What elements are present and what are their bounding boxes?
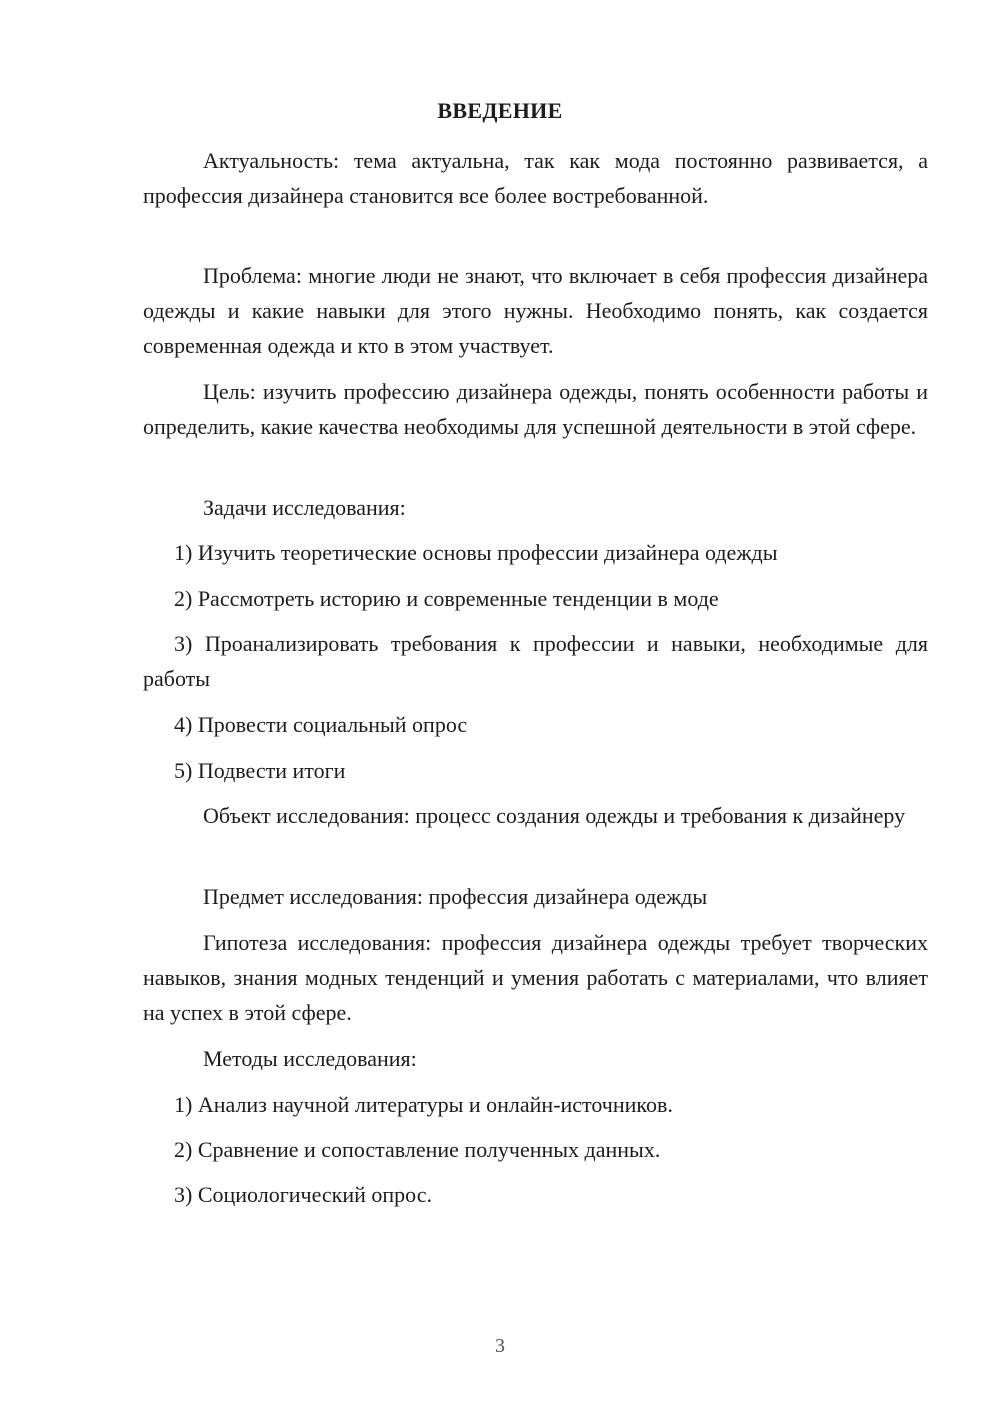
- object-paragraph: Объект исследования: процесс создания одежды и требования к дизайнеру: [203, 803, 906, 828]
- hypothesis-paragraph: Гипотеза исследования: профессия дизайнера одежды требует творческих навыков, знания модных тенденций и умения работать с материалами, что влияет на успех в этой сфере.: [143, 930, 928, 1025]
- goal-paragraph: Цель: изучить профессию дизайнера одежды, понять особенности работы и определить, какие качества необходимы для успешной деятельности в этой сфере.: [143, 379, 928, 439]
- page-title: ВВЕДЕНИЕ: [437, 98, 563, 123]
- methods-heading: Методы исследования:: [203, 1046, 417, 1071]
- relevance-paragraph: Актуальность: тема актуальна, так как мода постоянно развивается, а профессия дизайнера становится все более востребованной.: [143, 148, 928, 208]
- page-number: 3: [495, 1335, 505, 1357]
- problem-paragraph: Проблема: многие люди не знают, что включает в себя профессия дизайнера одежды и какие навыки для этого нужны. Необходимо понять, как создается современная одежда и кто в этом участвует.: [143, 263, 928, 358]
- task-item-1: 1) Изучить теоретические основы профессии дизайнера одежды: [174, 540, 778, 565]
- subject-paragraph: Предмет исследования: профессия дизайнера одежды: [203, 884, 708, 909]
- task-item-4: 4) Провести социальный опрос: [174, 712, 468, 737]
- task-item-2: 2) Рассмотреть историю и современные тенденции в моде: [174, 586, 719, 611]
- task-item-3: 3) Проанализировать требования к профессии и навыки, необходимые для работы: [143, 631, 928, 691]
- method-item-3: 3) Социологический опрос.: [174, 1182, 432, 1207]
- tasks-heading: Задачи исследования:: [203, 495, 406, 520]
- method-item-2: 2) Сравнение и сопоставление полученных данных.: [174, 1137, 661, 1162]
- method-item-1: 1) Анализ научной литературы и онлайн-источников.: [174, 1092, 673, 1117]
- task-item-5: 5) Подвести итоги: [174, 758, 346, 783]
